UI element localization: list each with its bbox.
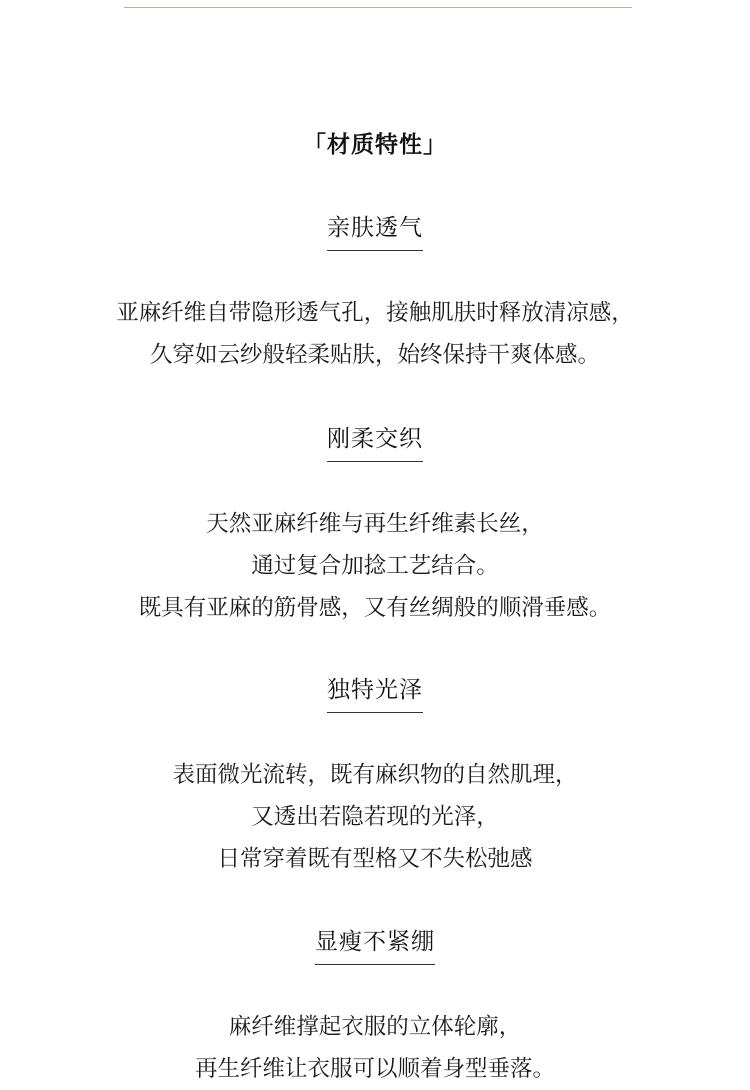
feature-slimming-body [0,1006,750,1090]
feature-blend-heading-wrap [0,422,750,462]
feature-text-line: 又透出若隐若现的光泽， [251,804,499,830]
feature-skin-friendly-heading-wrap [0,211,750,251]
feature-heading: 亲肤透气 [327,211,423,251]
feature-text-line: 亚麻纤维自带隐形透气孔，接触肌肤时释放清凉感， [116,300,634,326]
feature-text-line: 表面微光流转，既有麻织物的自然肌理， [172,762,578,788]
feature-text-line: 通过复合加捻工艺结合。 [251,553,499,579]
feature-heading: 独特光泽 [327,673,423,713]
feature-blend-body [0,503,750,629]
top-divider [124,7,632,8]
feature-text-line: 再生纤维让衣服可以顺着身型垂落。 [194,1056,555,1082]
feature-heading: 刚柔交织 [327,422,423,462]
feature-text-line: 久穿如云纱般轻柔贴肤，始终保持干爽体感。 [149,342,600,368]
feature-slimming-heading-wrap [0,925,750,965]
feature-heading: 显瘦不紧绷 [315,925,435,965]
feature-text-line: 既具有亚麻的筋骨感，又有丝绸般的顺滑垂感。 [138,595,612,621]
feature-text-line: 麻纤维撑起衣服的立体轮廓， [228,1014,522,1040]
feature-skin-friendly-body [0,292,750,376]
feature-text-line: 天然亚麻纤维与再生纤维素长丝， [206,511,544,537]
section-title: 「材质特性」 [303,132,447,158]
feature-luster-body [0,754,750,880]
feature-text-line: 日常穿着既有型格又不失松弛感 [217,846,533,872]
feature-luster-heading-wrap [0,673,750,713]
